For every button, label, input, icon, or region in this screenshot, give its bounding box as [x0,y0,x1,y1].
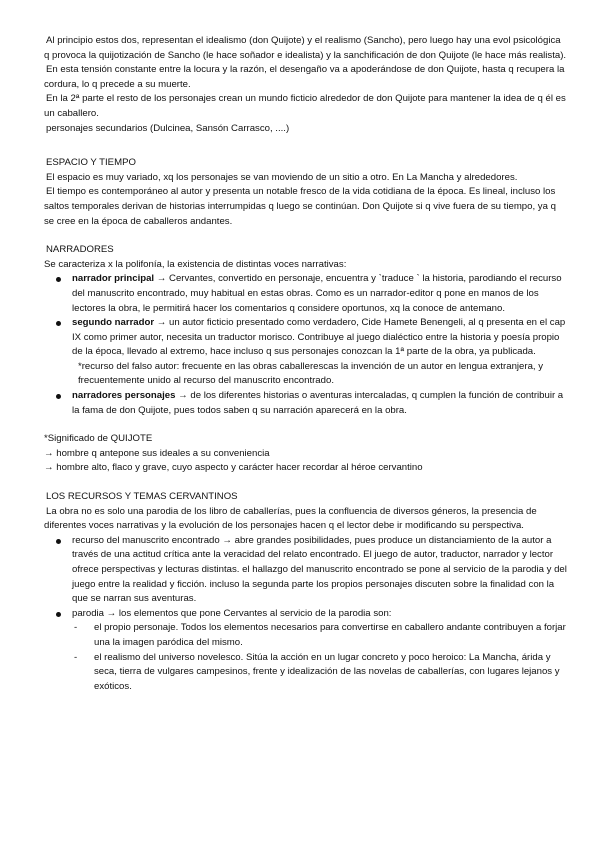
narradores-personajes-text: → de los diferentes historias o aventuras intercaladas, q cumplen la función de contribuir a la fama de don Quijote, pues todos saben q su narración aparecerá en la obra. [72,390,564,416]
recursos-list [44,534,568,695]
manuscrito-text: recurso del manuscrito encontrado → abre grandes posibilidades, pues produce un distanciamiento de la autor a través de una actitud crítica ante la veracidad del relato encontrado. El juego de autor, traductor, narrador y lector ofrece perspectivas y lecturas distintas. el hallazgo del manuscrito encontrado se pone al servicio de la parodia y del juego entre la realidad y ficción. incluso la segunda parte los propios personajes discuten sobre la finalidad con la que se narran sus aventuras. [72,534,567,605]
significado-line-2: → hombre alto, flaco y grave, cuyo aspecto y carácter hacer recordar al héroe cervantino [44,462,423,474]
narrador-principal-term: narrador principal [72,273,155,285]
parodia-subitem-2: - el realismo del universo novelesco. Sitúa la acción en un lugar concreto y poco heroico: La Mancha, árida y seca, tierra de vulgares campesinos, frente y idealización de las novelas de caballerías, con lugares lejanos y exóticos. [94,651,568,695]
recursos-intro: La obra no es solo una parodia de los libro de caballerías, pues la confluencia de diversos géneros, la presencia de diferentes voces narrativas y la evolución de los personajes hacen q el lector debe ir modificando su perspectiva. [44,505,537,532]
intro-paragraph-2: En esta tensión constante entre la locura y la razón, el desengaño va a apoderándose de don Quijote, hasta q recupera la cordura, lo q precede a su muerte. [44,64,565,90]
parodia-text: parodia → los elementos que pone Cervantes al servicio de la parodia son: [72,607,392,619]
spacer [44,418,568,432]
list-item [72,534,568,607]
list-item [72,389,568,418]
significado-heading: *Significado de QUIJOTE [44,433,153,445]
recursos-heading: LOS RECURSOS Y TEMAS CERVANTINOS [46,491,238,503]
narradores-heading: NARRADORES [46,244,114,256]
narradores-intro: Se caracteriza x la polifonía, la existencia de distintas voces narrativas: [44,258,347,270]
espacio-paragraph-2: El tiempo es contemporáneo al autor y presenta un notable fresco de la vida cotidiana de la época. Es lineal, incluso los saltos temporales derivan de historias interrumpidas q luego se continúan. Don Quijote si q vive fuera de su tiempo, ya q se cree en la época de caballeros andantes. [44,186,556,227]
spacer [44,476,568,490]
falso-autor-note: *recurso del falso autor: frecuente en las obras caballerescas la invención de un autor en lengua extranjera, y frecuentemente unido al recurso del manuscrito encontrado. [78,360,544,387]
list-item [72,607,568,695]
segundo-narrador-term: segundo narrador [72,317,155,329]
espacio-paragraph-1: El espacio es muy variado, xq los personajes se van moviendo de un sitio a otro. En La Mancha y alrededores. [46,171,518,183]
narradores-personajes-term: narradores personajes [72,390,176,402]
spacer [44,136,568,150]
parodia-sublist [72,621,568,694]
spacer [44,229,568,243]
narradores-list [44,272,568,418]
list-item [72,272,568,316]
espacio-heading: ESPACIO Y TIEMPO [46,157,136,169]
intro-paragraph-3: En la 2ª parte el resto de los personajes crean un mundo ficticio alrededor de don Quijote para mantener la idea de q él es un caballero. [44,93,566,119]
narrador-principal-text: → Cervantes, convertido en personaje, encuentra y `traduce ` la historia, parodiando el recurso del manuscrito encontrado, muy habitual en estas obras. Como es un narrador-editor q pone en manos de los lectores la obra, le permitirá hacer los comentarios q considere oportunos, xq la conoce de antemano. [72,273,562,314]
significado-line-1: → hombre q antepone sus ideales a su conveniencia [44,447,270,459]
intro-paragraph-1: Al principio estos dos, representan el idealismo (don Quijote) y el realismo (Sancho), pero luego hay una evol psicológica q provoca la quijotización de Sancho (le hace soñador e idealista) y la sanchificación de don Quijote (le hace más realista). [44,35,567,61]
list-item [72,316,568,389]
intro-paragraph-4: personajes secundarios (Dulcinea, Sansón Carrasco, ....) [46,122,290,134]
parodia-subitem-1: - el propio personaje. Todos los elementos necesarios para convertirse en caballero andante contribuyen a forjar una la imagen paródica del mismo. [94,621,568,650]
segundo-narrador-text: → un autor ficticio presentado como verdadero, Cide Hamete Benengeli, al q presenta en el cap IX como primer autor, necesita un traductor morisco. Contribuye al juego dialéctico entre la historia y poesía propio de la época, llevado al extremo, hace incluso q sus personajes conozcan la 1ª parte de la obra, ya publicada. [72,317,566,358]
